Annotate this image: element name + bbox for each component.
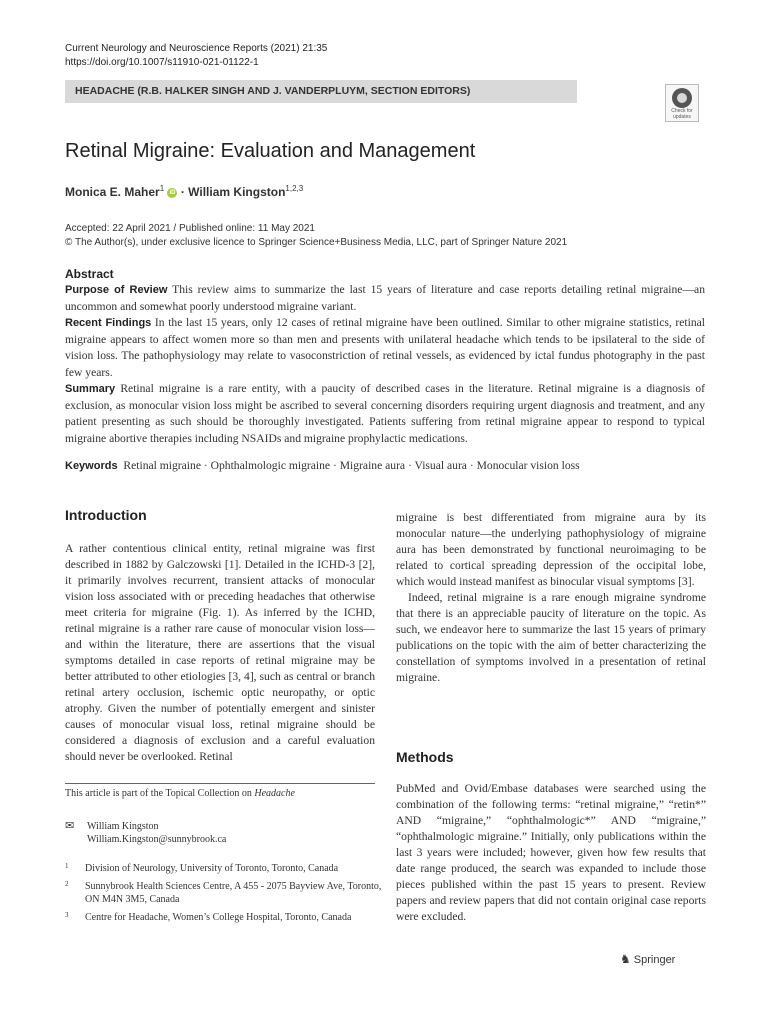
affiliation-text: Centre for Headache, Women’s College Hospital, Toronto, Canada <box>85 912 352 923</box>
contact-name: William Kingston <box>87 821 159 832</box>
right-column <box>396 510 706 686</box>
left-column <box>65 541 375 765</box>
abstract-heading: Abstract <box>65 267 114 281</box>
abstract <box>65 266 705 447</box>
author-list <box>65 184 303 199</box>
author-name[interactable]: Monica E. Maher <box>65 185 160 199</box>
orcid-icon[interactable]: iD <box>169 189 176 196</box>
affiliation <box>65 862 385 875</box>
contact-email-link[interactable]: William.Kingston@sunnybrook.ca <box>87 834 227 845</box>
affiliation-text: Division of Neurology, University of Toronto, Toronto, Canada <box>85 863 339 874</box>
introduction-heading: Introduction <box>65 507 147 523</box>
abstract-findings <box>65 315 705 381</box>
introduction-paragraph: A rather contentious clinical entity, retinal migraine was first described in 1882 by Galczowski [1]. Detailed in the ICHD-3 [2], it primarily involves recurrent, transient attacks of monocular vision loss associated with or preceding headaches that otherwise meet criteria for migraine (Fig. 1). As inferred by the ICHD, retinal migraine is a rather rare cause of monocular vision loss—and within the literature, there are assertions that the visual symptoms detailed in case reports of retinal migraine may be better attributed to other etiologies [3, 4], such as central or branch retinal artery occlusion, ischemic optic neuropathy, or optic atrophy. Given the number of potentially emergent and sinister causes of monocular visual loss, retinal migraine should be considered a diagnosis of exclusion and a careful evaluation should never be overlooked. Retinal <box>65 542 375 763</box>
methods-column <box>396 781 706 925</box>
footnote-divider <box>65 783 375 784</box>
author-name[interactable]: William Kingston <box>188 185 286 199</box>
article-title: Retinal Migraine: Evaluation and Management <box>65 140 476 162</box>
abstract-findings-text: In the last 15 years, only 12 cases of retinal migraine have been outlined. Similar to other migraine statistics, retinal migraine appears to affect women more so than men and presents with unilateral headache which tends to be ipsilateral to the side of vision loss. The pathophysiology may relate to vasoconstriction of retinal vessels, as evidenced by ictal fundus photography in the past few years. <box>65 316 706 379</box>
section-banner: HEADACHE (R.B. HALKER SINGH AND J. VANDERPLUYM, SECTION EDITORS) <box>65 80 577 103</box>
abstract-findings-label: Recent Findings <box>65 317 152 329</box>
abstract-summary-label: Summary <box>65 383 116 395</box>
publisher-name: Springer <box>633 954 676 966</box>
envelope-icon: ✉ <box>65 820 75 832</box>
update-icon <box>672 88 692 108</box>
affiliation-number: 2 <box>65 880 69 888</box>
topical-collection-prefix: This article is part of the Topical Collection on <box>65 788 255 799</box>
publisher-logo <box>620 952 675 966</box>
topical-collection-link[interactable]: Headache <box>254 788 295 799</box>
author-separator: · <box>180 185 185 199</box>
affiliation-text: Sunnybrook Health Sciences Centre, A 455 - 2075 Bayview Ave, Toronto, ON M4N 3M5, Canada <box>85 881 382 905</box>
publication-dates: Accepted: 22 April 2021 / Published online: 11 May 2021 <box>65 223 315 234</box>
introduction-paragraph: Indeed, retinal migraine is a rare enough migraine syndrome that there is an appreciable paucity of literature on the topic. As such, we endeavor here to summarize the last 15 years of primary publications on the topic with the aim of better characterizing the constellation of symptoms involved in a presentation of retinal migraine. <box>396 591 706 684</box>
check-badge-label-1: Check for <box>671 108 693 114</box>
methods-paragraph: PubMed and Ovid/Embase databases were searched using the combination of the following terms: “retinal migraine,” “retin*” AND “migraine,” “ophthalmologic*” AND “migraine,” “ophthalmologic migraine.” Initially, only publications within the last 3 years were included; however, given how few results that date range produced, the search was expanded to include those pieces published within the past 15 years to present. Review papers and review papers that did not contain original case reports were excluded. <box>396 782 706 923</box>
doi-link[interactable]: https://doi.org/10.1007/s11910-021-01122-1 <box>65 57 259 68</box>
affiliation-number: 1 <box>65 862 69 870</box>
springer-horse-icon: ♞ <box>620 952 631 966</box>
affiliation <box>65 880 385 906</box>
author-affiliation-sup: 1 <box>159 184 165 193</box>
check-for-updates-button[interactable] <box>665 84 699 122</box>
methods-heading: Methods <box>396 749 454 765</box>
keywords <box>65 458 705 474</box>
keywords-text: Retinal migraine · Ophthalmologic migraine · Migraine aura · Visual aura · Monocular vision loss <box>123 459 580 472</box>
affiliation-number: 3 <box>65 911 69 919</box>
abstract-purpose-label: Purpose of Review <box>65 284 168 296</box>
corresponding-author <box>65 820 226 846</box>
author-affiliation-sup: 1,2,3 <box>285 184 304 193</box>
keywords-label: Keywords <box>65 460 118 472</box>
abstract-purpose-text: This review aims to summarize the last 15 years of literature and case reports detailing retinal migraine—an uncommon and somewhat poorly understood migraine variant. <box>65 283 705 313</box>
journal-header <box>65 42 327 70</box>
introduction-paragraph-continued: migraine is best differentiated from migraine aura by its monocular nature—the underlying pathophysiology of migraine aura has been demonstrated by functional neuroimaging to be related to cortical spreading depression of the occipital lobe, which would instead manifest as binocular visual symptoms [3]. <box>396 511 706 588</box>
journal-citation: Current Neurology and Neuroscience Reports (2021) 21:35 <box>65 43 328 54</box>
topical-collection-note <box>65 788 295 799</box>
affiliation <box>65 911 385 924</box>
abstract-summary-text: Retinal migraine is a rare entity, with a paucity of described cases in the literature. Retinal migraine is a diagnosis of exclusion, as monocular vision loss might be ascribed to several concerning disorders requiring urgent diagnosis and treatment, and any patient presenting as such should be thoroughly investigated. Patients suffering from retinal migraine appear to respond to typical migraine abortive therapies including NSAIDs and migraine prophylactic medications. <box>65 382 705 445</box>
abstract-purpose <box>65 282 705 315</box>
check-badge-label-2: updates <box>673 113 691 120</box>
copyright-notice: © The Author(s), under exclusive licence to Springer Science+Business Media, LLC, part of Springer Nature 2021 <box>65 237 568 248</box>
abstract-summary <box>65 381 705 447</box>
publication-info <box>65 222 567 250</box>
